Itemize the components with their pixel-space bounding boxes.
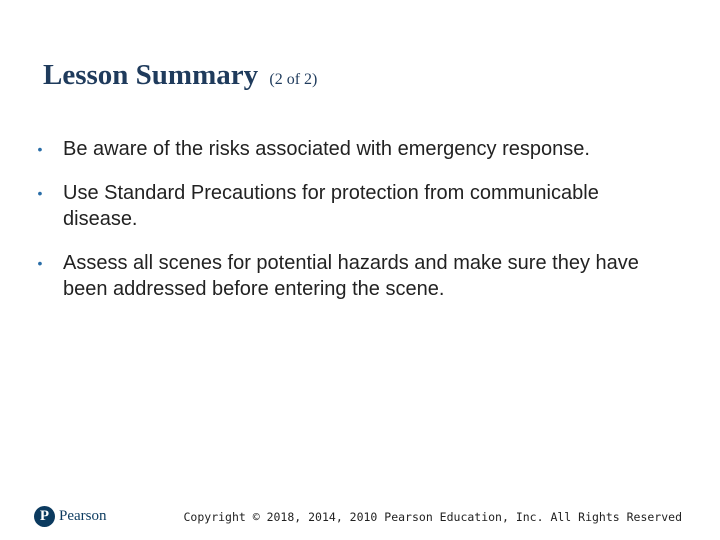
- bullet-icon: •: [37, 255, 43, 271]
- bullet-list: [30, 136, 670, 320]
- pearson-logo: [34, 506, 107, 527]
- pearson-logo-text: Pearson: [59, 508, 107, 524]
- pearson-logo-icon: P: [34, 506, 55, 527]
- slide-title: [43, 58, 317, 93]
- bullet-text: Use Standard Precautions for protection from communicable disease.: [63, 182, 599, 230]
- bullet-icon: •: [37, 185, 43, 201]
- slide-title-suffix: (2 of 2): [269, 71, 318, 88]
- bullet-item: [30, 250, 670, 302]
- bullet-text: Be aware of the risks associated with emergency response.: [63, 138, 590, 160]
- slide-title-text: Lesson Summary: [43, 59, 259, 91]
- bullet-item: [30, 136, 670, 162]
- bullet-item: [30, 180, 670, 232]
- bullet-icon: •: [37, 141, 43, 157]
- bullet-text: Assess all scenes for potential hazards and make sure they have been addressed before entering the scene.: [63, 252, 639, 300]
- copyright-notice: Copyright © 2018, 2014, 2010 Pearson Education, Inc. All Rights Reserved: [183, 510, 682, 524]
